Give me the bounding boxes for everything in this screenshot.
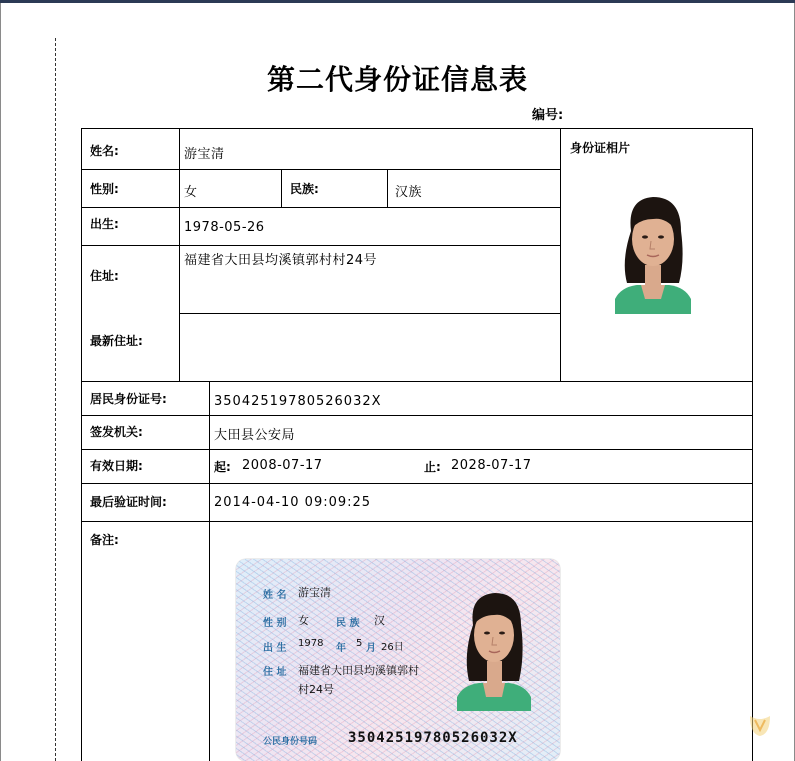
remarks-label: 备注: [90, 533, 119, 547]
gender-label: 性别: [90, 182, 119, 196]
card-gender-value: 女 [298, 614, 309, 627]
table-border-top [81, 128, 753, 129]
birth-label: 出生: [90, 217, 119, 231]
valid-from-value: 2008-07-17 [242, 458, 323, 473]
row-divider [81, 381, 753, 382]
new-address-label: 最新住址: [90, 334, 143, 348]
portrait-photo-icon [601, 191, 705, 314]
table-border-right [752, 128, 753, 761]
gender-value: 女 [184, 185, 198, 200]
card-month-unit: 月 [366, 643, 376, 654]
window-top-bar [0, 0, 795, 3]
card-name-label: 姓 名 [263, 590, 287, 601]
card-birth-day: 26日 [381, 642, 404, 653]
row-divider [81, 521, 753, 522]
column-divider [179, 128, 180, 381]
row-divider [81, 415, 753, 416]
valid-to-value: 2028-07-17 [451, 458, 532, 473]
card-gender-label: 性 别 [263, 618, 287, 629]
photo-label: 身份证相片 [570, 141, 631, 155]
card-birth-month: 5 [356, 638, 363, 649]
page-title: 第二代身份证信息表 [266, 63, 528, 96]
address-value: 福建省大田县均溪镇郭村村24号 [184, 253, 378, 268]
watermark-logo-icon [746, 710, 774, 740]
binding-dashed-line [55, 38, 56, 761]
id-card-image [236, 559, 560, 761]
card-id-number: 35042519780526032X [348, 730, 518, 746]
card-birth-label: 出 生 [263, 643, 287, 654]
column-divider [560, 128, 561, 381]
card-portrait-icon [447, 583, 542, 711]
valid-to-label: 止: [424, 460, 441, 474]
table-border-left [81, 128, 82, 761]
card-name-value: 游宝清 [298, 586, 331, 599]
info-table [81, 128, 753, 761]
row-divider [81, 207, 560, 208]
ethnicity-label: 民族: [290, 182, 319, 196]
watermark-logo [746, 710, 774, 740]
valid-from-label: 起: [214, 460, 231, 474]
card-id-label: 公民身份号码 [263, 737, 318, 747]
card-address-line2: 村24号 [298, 683, 334, 696]
card-address-label: 住 址 [263, 667, 287, 678]
birth-value: 1978-05-26 [184, 220, 265, 235]
id-number-label: 居民身份证号: [90, 392, 167, 406]
column-divider [209, 381, 210, 761]
authority-label: 签发机关: [90, 425, 143, 439]
row-divider [179, 313, 560, 314]
serial-number-label: 编号: [532, 108, 564, 123]
card-ethnicity-value: 汉 [374, 614, 385, 627]
verify-time-value: 2014-04-10 09:09:25 [214, 495, 372, 510]
verify-time-label: 最后验证时间: [90, 495, 167, 509]
validity-label: 有效日期: [90, 459, 143, 473]
column-divider [281, 169, 282, 207]
card-birth-year: 1978 [298, 638, 324, 649]
address-label: 住址: [90, 269, 119, 283]
card-year-unit: 年 [336, 643, 346, 654]
page-frame-left [0, 3, 1, 761]
name-value: 游宝清 [184, 147, 225, 162]
row-divider [81, 483, 753, 484]
row-divider [81, 169, 560, 170]
name-label: 姓名: [90, 144, 119, 158]
card-portrait [447, 583, 542, 711]
row-divider [81, 449, 753, 450]
card-ethnicity-label: 民 族 [336, 618, 360, 629]
row-divider [81, 245, 560, 246]
id-number-value: 35042519780526032X [214, 394, 382, 409]
ethnicity-value: 汉族 [395, 185, 423, 200]
column-divider [387, 169, 388, 207]
authority-value: 大田县公安局 [214, 428, 296, 443]
card-address-line1: 福建省大田县均溪镇郭村 [298, 664, 419, 677]
portrait-photo [601, 191, 705, 314]
